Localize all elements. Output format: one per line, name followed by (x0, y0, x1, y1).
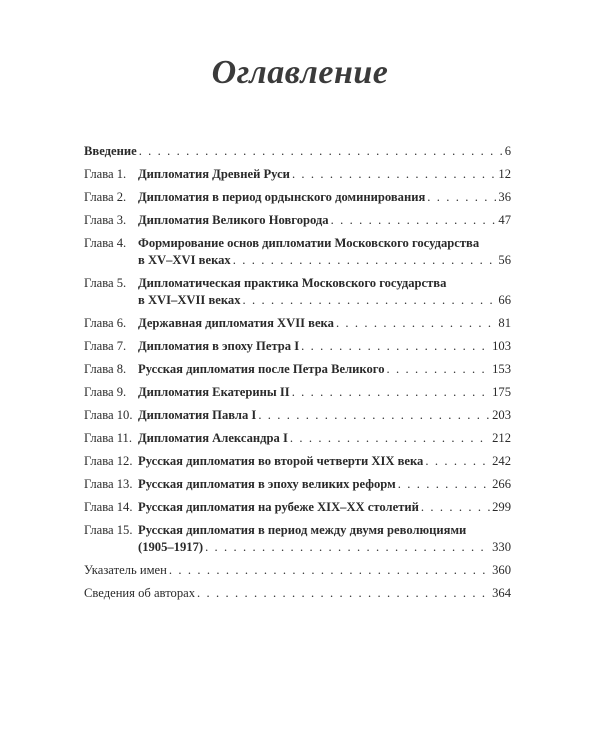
toc-entry (84, 522, 511, 556)
toc-entry (84, 275, 511, 309)
page-number: 6 (504, 144, 511, 158)
chapter-title: Русская дипломатия в период между двумя революциями (138, 523, 467, 537)
chapter-number: Глава 6. (84, 316, 127, 330)
toc-entry-body (138, 499, 511, 516)
page-number: 175 (492, 385, 511, 399)
toc-entry-body (138, 361, 511, 378)
chapter-title: Дипломатия Древней Руси (138, 167, 290, 181)
toc-line (138, 499, 511, 516)
chapter-title: Дипломатия Павла I (138, 408, 257, 422)
toc-entry-body (138, 189, 511, 206)
table-of-contents (84, 143, 511, 602)
toc-line (138, 292, 511, 309)
toc-entry (84, 430, 511, 447)
toc-entry (84, 235, 511, 269)
chapter-number: Глава 15. (84, 523, 133, 537)
toc-entry (84, 338, 511, 355)
dot-leader (292, 384, 490, 401)
chapter-title: Указатель имен (84, 563, 167, 577)
chapter-number: Глава 1. (84, 167, 127, 181)
chapter-number: Глава 11. (84, 431, 133, 445)
toc-entry (84, 189, 511, 206)
page-number: 103 (492, 339, 511, 353)
toc-line (138, 275, 511, 292)
toc-entry-body (138, 476, 511, 493)
chapter-title: Введение (84, 144, 137, 158)
chapter-title: Формирование основ дипломатии Московского государства (138, 236, 480, 250)
dot-leader (292, 166, 496, 183)
toc-entry-body (84, 143, 511, 160)
chapter-title: Русская дипломатия в эпоху великих реформ (138, 477, 396, 491)
page-number: 364 (492, 586, 511, 600)
toc-entry (84, 585, 511, 602)
page-number: 203 (492, 408, 511, 422)
toc-entry-body (138, 338, 511, 355)
dot-leader (398, 476, 490, 493)
chapter-title: Дипломатия Екатерины II (138, 385, 290, 399)
dot-leader (139, 143, 503, 160)
dot-leader (336, 315, 496, 332)
toc-line (138, 166, 511, 183)
toc-entry (84, 143, 511, 160)
dot-leader (233, 252, 497, 269)
page-number: 153 (492, 362, 511, 376)
chapter-number: Глава 14. (84, 500, 133, 514)
toc-entry (84, 361, 511, 378)
toc-entry (84, 212, 511, 229)
page-number: 212 (492, 431, 511, 445)
toc-line (138, 522, 511, 539)
chapter-number: Глава 13. (84, 477, 133, 491)
chapter-title: Русская дипломатия на рубеже XIX–XX столетий (138, 500, 419, 514)
chapter-number: Глава 4. (84, 236, 127, 250)
dot-leader (205, 539, 490, 556)
chapter-title: в XVI–XVII веках (138, 293, 241, 307)
chapter-title: Дипломатия в эпоху Петра I (138, 339, 300, 353)
toc-line (84, 562, 511, 579)
toc-entry-body (138, 430, 511, 447)
toc-entry (84, 476, 511, 493)
toc-entry (84, 562, 511, 579)
toc-entry-body (84, 562, 511, 579)
chapter-number: Глава 10. (84, 408, 133, 422)
dot-leader (331, 212, 497, 229)
chapter-title: Дипломатическая практика Московского государства (138, 276, 447, 290)
toc-line (138, 476, 511, 493)
page-number: 12 (498, 167, 511, 181)
page-number: 36 (498, 190, 511, 204)
toc-entry (84, 315, 511, 332)
dot-leader (197, 585, 490, 602)
chapter-title: Дипломатия Александра I (138, 431, 288, 445)
chapter-number: Глава 5. (84, 276, 127, 290)
chapter-number: Глава 9. (84, 385, 127, 399)
toc-entry (84, 499, 511, 516)
toc-entry-body (138, 522, 511, 556)
page-number: 330 (492, 540, 511, 554)
chapter-title: Дипломатия в период ордынского доминирования (138, 190, 426, 204)
dot-leader (427, 189, 496, 206)
chapter-title: Русская дипломатия во второй четверти XIX века (138, 454, 424, 468)
toc-entry-body (138, 407, 511, 424)
toc-line (84, 143, 511, 160)
page-number: 266 (492, 477, 511, 491)
toc-line (138, 235, 511, 252)
chapter-number: Глава 2. (84, 190, 127, 204)
toc-entry-body (138, 212, 511, 229)
chapter-title: (1905–1917) (138, 540, 204, 554)
toc-line (138, 189, 511, 206)
page-number: 242 (492, 454, 511, 468)
page-number: 360 (492, 563, 511, 577)
toc-line (138, 407, 511, 424)
toc-entry (84, 166, 511, 183)
chapter-number: Глава 7. (84, 339, 127, 353)
chapter-number: Глава 8. (84, 362, 127, 376)
chapter-title: Дипломатия Великого Новгорода (138, 213, 329, 227)
toc-line (138, 252, 511, 269)
toc-line (138, 384, 511, 401)
toc-entry-body (138, 235, 511, 269)
page-title: Оглавление (211, 54, 389, 91)
toc-entry-body (138, 315, 511, 332)
toc-entry-body (138, 384, 511, 401)
chapter-title: Сведения об авторах (84, 586, 196, 600)
page-number: 66 (498, 293, 511, 307)
page-number: 81 (498, 316, 511, 330)
toc-entry (84, 453, 511, 470)
dot-leader (425, 453, 490, 470)
dot-leader (290, 430, 490, 447)
toc-line (138, 315, 511, 332)
toc-line (138, 430, 511, 447)
toc-line (138, 361, 511, 378)
chapter-number: Глава 3. (84, 213, 127, 227)
chapter-title: Русская дипломатия после Петра Великого (138, 362, 385, 376)
toc-entry-body (84, 585, 511, 602)
toc-entry-body (138, 453, 511, 470)
chapter-number: Глава 12. (84, 454, 133, 468)
toc-line (138, 338, 511, 355)
dot-leader (421, 499, 490, 516)
dot-leader (301, 338, 490, 355)
dot-leader (258, 407, 490, 424)
toc-entry-body (138, 166, 511, 183)
page-number: 56 (498, 253, 511, 267)
dot-leader (169, 562, 490, 579)
chapter-title: в XV–XVI веках (138, 253, 231, 267)
page-number: 47 (498, 213, 511, 227)
dot-leader (387, 361, 491, 378)
toc-line (138, 539, 511, 556)
toc-entry (84, 384, 511, 401)
toc-line (138, 212, 511, 229)
dot-leader (243, 292, 497, 309)
page-number: 299 (492, 500, 511, 514)
toc-entry (84, 407, 511, 424)
toc-entry-body (138, 275, 511, 309)
chapter-title: Державная дипломатия XVII века (138, 316, 334, 330)
toc-line (84, 585, 511, 602)
toc-line (138, 453, 511, 470)
